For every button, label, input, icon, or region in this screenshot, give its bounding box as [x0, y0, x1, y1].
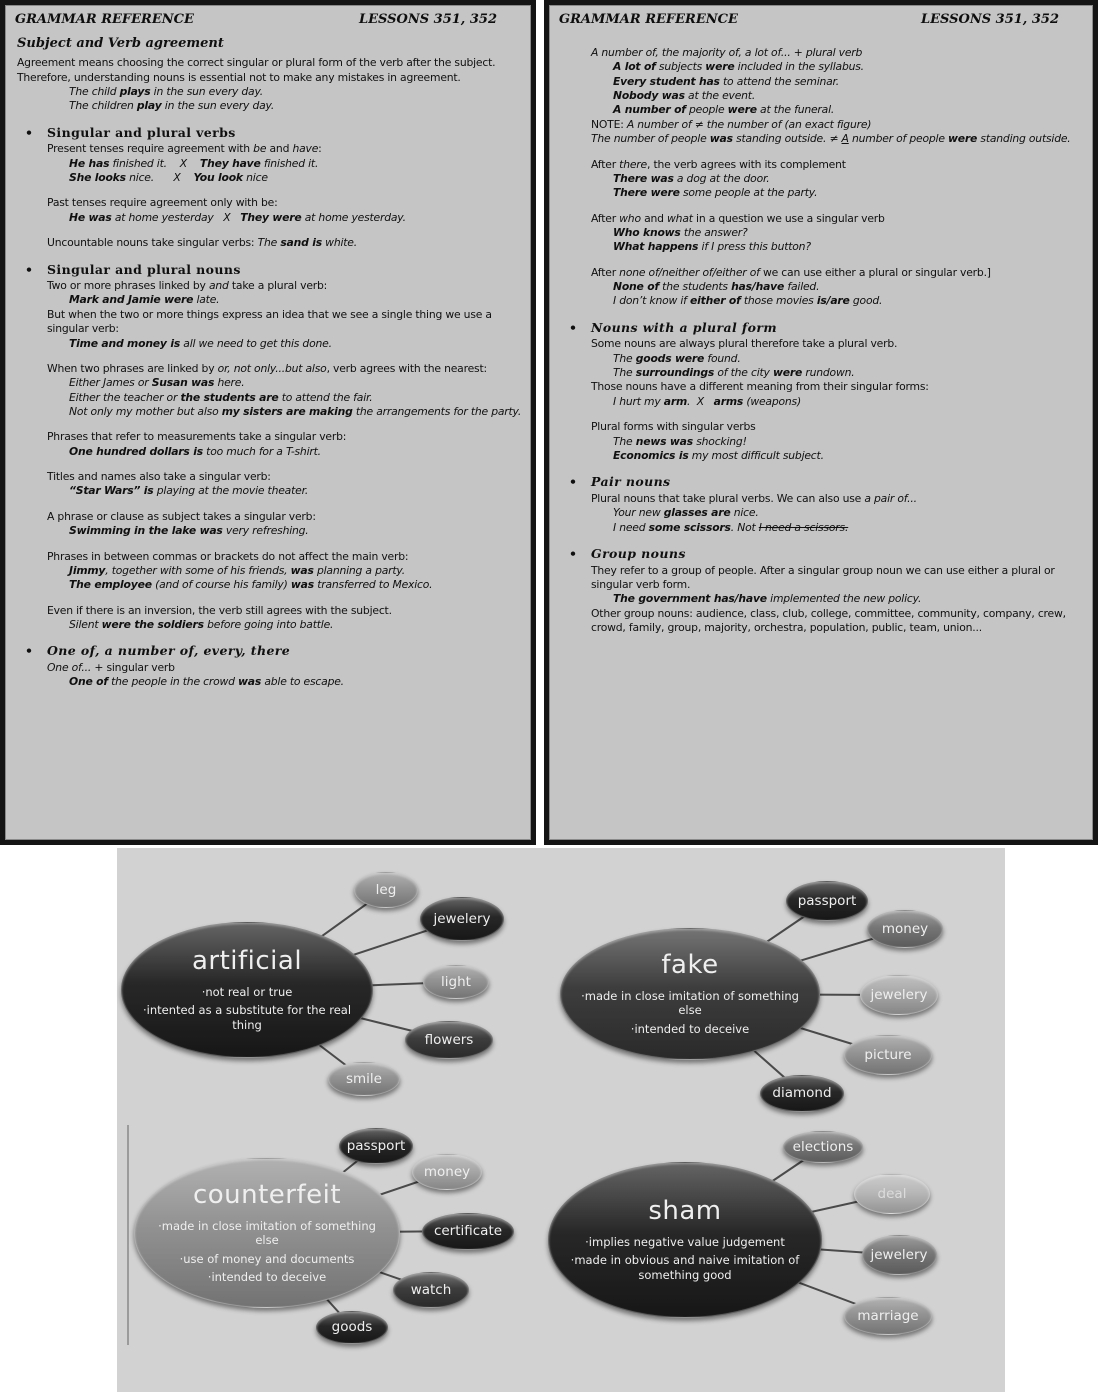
text-line: The child plays in the sun every day. — [69, 85, 264, 98]
text-line: Other group nouns: audience, class, club, college, committee, community, company, crew, crowd, family, group, majority, orchestra, population, public, team, union... — [591, 606, 1066, 635]
spacer — [13, 539, 523, 550]
text-line: The children play in the sun every day. — [69, 99, 275, 113]
text-line: Plural forms with singular verbs — [591, 420, 756, 434]
term-bubble-diamond — [760, 1075, 844, 1112]
text-line: There were some people at the party. — [613, 186, 818, 200]
spacer — [557, 463, 1085, 474]
term-label: certificate — [433, 1223, 503, 1239]
text-line: One of the people in the crowd was able to escape. — [69, 675, 344, 689]
text-line: I don’t know if either of those movies is/are good. — [613, 294, 883, 308]
term-label: smile — [346, 1071, 382, 1087]
text-line: Phrases in between commas or brackets do not affect the main verb: — [47, 549, 409, 563]
text-line: A phrase or clause as subject takes a singular verb: — [47, 509, 316, 523]
text-line: Uncountable nouns take singular verbs: The sand is white. — [47, 236, 357, 250]
text-line: After there, the verb agrees with its complement — [591, 157, 846, 171]
term-bubble-watch — [393, 1272, 469, 1308]
page-header — [557, 12, 1085, 35]
concept-title: counterfeit — [192, 1179, 342, 1210]
text-line: He has finished it. X They have finished it. — [69, 156, 319, 170]
spacer — [13, 225, 523, 236]
text-line: I need some scissors. Not I need a scissors. — [613, 520, 849, 534]
term-bubble-jewelery — [862, 1235, 937, 1275]
spacer — [13, 114, 523, 125]
text-line: What happens if I press this button? — [613, 240, 811, 254]
term-bubble-elections — [783, 1131, 863, 1163]
text-line: The government has/have implemented the new policy. — [613, 592, 922, 606]
section-heading: • One of, a number of, every, there — [13, 643, 523, 660]
text-line: He was at home yesterday X They were at home yesterday. — [69, 210, 406, 224]
concept-definition: · use of money and documents — [180, 1252, 355, 1266]
term-bubble-money — [412, 1154, 482, 1190]
text-line: Swimming in the lake was very refreshing. — [69, 524, 309, 538]
term-label: light — [441, 974, 471, 990]
text-line: Present tenses require agreement with be and have: — [47, 142, 322, 156]
text-line: Either James or Susan was here. — [69, 376, 245, 390]
page-header — [13, 12, 523, 35]
spacer — [557, 309, 1085, 320]
spacer — [13, 351, 523, 362]
text-line: Two or more phrases linked by and take a plural verb: — [47, 279, 328, 293]
term-bubble-light — [423, 965, 489, 999]
term-label: goods — [331, 1319, 373, 1335]
concept-definition: · intended to deceive — [631, 1022, 749, 1036]
term-bubble-certificate — [422, 1213, 514, 1250]
text-line: I hurt my arm. X arms (weapons) — [613, 394, 801, 408]
grammar-page-left — [0, 0, 536, 845]
term-label: leg — [375, 882, 397, 898]
term-bubble-goods — [316, 1311, 388, 1344]
term-label: deal — [877, 1186, 907, 1202]
text-line: Either the teacher or the students are to attend the fair. — [69, 390, 373, 404]
text-line: None of the students has/have failed. — [613, 280, 820, 294]
text-line: Plural nouns that take plural verbs. We can also use a pair of... — [591, 491, 917, 505]
term-label: jewelery — [433, 911, 491, 927]
concept-definition: · made in close imitation of something else — [155, 1219, 379, 1248]
spacer — [13, 459, 523, 470]
term-bubble-passport — [786, 881, 868, 921]
term-label: passport — [346, 1138, 406, 1154]
concept-definition: · intended to deceive — [208, 1270, 326, 1284]
spacer — [557, 35, 1085, 46]
text-line: The news was shocking! — [613, 434, 747, 448]
text-line: Every student has to attend the seminar. — [613, 74, 840, 88]
text-line: She looks nice. X You look nice — [69, 171, 268, 185]
term-label: jewelery — [870, 987, 928, 1003]
text-line: There was a dog at the door. — [613, 171, 770, 185]
term-label: diamond — [772, 1085, 832, 1101]
lesson-number: LESSONS 351, 352 — [359, 12, 497, 27]
spacer — [557, 409, 1085, 420]
term-label: jewelery — [870, 1247, 928, 1263]
text-line: Agreement means choosing the correct singular or plural form of the verb after the subject. Therefore, understanding nouns is essential not to make any mistakes in agreement. — [17, 56, 496, 84]
text-line: They refer to a group of people. After a singular group noun we can use either a plural or singular verb form. — [591, 563, 1055, 591]
text-line: Your new glasses are nice. — [613, 506, 759, 520]
text-line: The number of people was standing outside. ≠ A number of people were standing outside. — [591, 132, 1071, 146]
text-line: Economics is my most difficult subject. — [613, 448, 824, 462]
text-line: One of... + singular verb — [47, 660, 175, 674]
lesson-number: LESSONS 351, 352 — [921, 12, 1059, 27]
text-line: The goods were found. — [613, 351, 741, 365]
text-line: A number of, the majority of, a lot of... + plural verb — [591, 46, 863, 59]
term-bubble-jewelery — [860, 975, 938, 1015]
diagram-left-rule — [127, 1125, 129, 1345]
page-title: GRAMMAR REFERENCE — [15, 12, 194, 27]
text-line: A number of people were at the funeral. — [613, 103, 835, 117]
concept-bubble-sham — [548, 1162, 822, 1318]
page-title: GRAMMAR REFERENCE — [559, 12, 738, 27]
concept-bubble-counterfeit — [134, 1158, 400, 1308]
text-line: Some nouns are always plural therefore take a plural verb. — [591, 337, 898, 351]
text-line: After none of/neither of/either of we can use either a plural or singular verb.] — [591, 265, 991, 279]
text-line: NOTE: A number of ≠ the number of (an exact figure) — [591, 117, 872, 131]
grammar-page-right — [544, 0, 1098, 845]
section-heading: • Singular and plural verbs — [13, 125, 523, 142]
text-line: The surroundings of the city were rundown. — [613, 366, 855, 380]
text-line: When two phrases are linked by or, not only...but also, verb agrees with the nearest: — [47, 361, 487, 375]
term-bubble-leg — [354, 872, 418, 908]
spacer — [13, 185, 523, 196]
concept-bubble-fake — [560, 928, 820, 1060]
term-label: elections — [792, 1139, 854, 1155]
term-bubble-passport — [339, 1128, 413, 1164]
concept-definition: · implies negative value judgement — [585, 1235, 785, 1249]
text-line: Titles and names also take a singular verb: — [47, 470, 271, 484]
term-bubble-jewelery — [420, 897, 504, 941]
term-bubble-flowers — [405, 1021, 493, 1059]
mind-map-diagram — [117, 848, 1005, 1392]
term-bubble-money — [867, 910, 943, 948]
spacer — [557, 255, 1085, 266]
term-label: watch — [410, 1282, 452, 1298]
spacer — [13, 251, 523, 262]
page-body — [557, 35, 1085, 635]
spacer — [557, 201, 1085, 212]
term-label: picture — [864, 1047, 912, 1063]
text-line: Nobody was at the event. — [613, 89, 756, 103]
term-label: money — [881, 921, 929, 937]
concept-definition: · not real or true — [202, 985, 293, 999]
text-line: Not only my mother but also my sisters are making the arrangements for the party. — [69, 405, 522, 418]
text-line: Those nouns have a different meaning from their singular forms: — [591, 380, 929, 394]
concept-title: sham — [648, 1195, 722, 1226]
spacer — [13, 632, 523, 643]
term-bubble-deal — [854, 1174, 930, 1214]
text-line: The employee (and of course his family) was transferred to Mexico. — [69, 578, 433, 592]
spacer — [13, 419, 523, 430]
concept-title: artificial — [191, 945, 303, 976]
spacer — [557, 535, 1085, 546]
text-line: Silent were the soldiers before going into battle. — [69, 617, 334, 631]
text-line: Who knows the answer? — [613, 225, 748, 239]
text-line: Past tenses require agreement only with be: — [47, 196, 278, 210]
concept-bubble-artificial — [121, 922, 373, 1058]
section-heading: • Pair nouns — [557, 474, 1085, 491]
text-line: Time and money is all we need to get this done. — [69, 336, 332, 350]
term-bubble-smile — [328, 1062, 400, 1096]
term-label: flowers — [424, 1032, 474, 1048]
term-label: passport — [797, 893, 857, 909]
concept-title: fake — [661, 949, 719, 980]
text-line: Mark and Jamie were late. — [69, 293, 220, 307]
text-line: “Star Wars” is playing at the movie theater. — [69, 484, 309, 498]
text-line: After who and what in a question we use a singular verb — [591, 211, 885, 225]
section-heading: • Singular and plural nouns — [13, 262, 523, 279]
text-line: Jimmy, together with some of his friends, was planning a party. — [69, 563, 406, 577]
text-line: Even if there is an inversion, the verb still agrees with the subject. — [47, 603, 392, 617]
text-line: But when the two or more things express an idea that we see a single thing we use a singular verb: — [47, 307, 492, 336]
spacer — [557, 147, 1085, 158]
spacer — [13, 499, 523, 510]
page-body — [13, 35, 523, 690]
section-heading: • Group nouns — [557, 546, 1085, 563]
section-heading: • Nouns with a plural form — [557, 320, 1085, 337]
term-bubble-marriage — [844, 1297, 932, 1335]
concept-definition: · made in obvious and naive imitation of something good — [569, 1253, 801, 1282]
concept-definition: · intented as a substitute for the real thing — [142, 1003, 352, 1032]
term-label: money — [423, 1164, 471, 1180]
text-line: A lot of subjects were included in the syllabus. — [613, 60, 864, 74]
text-line: One hundred dollars is too much for a T-shirt. — [69, 444, 321, 458]
term-bubble-picture — [844, 1035, 932, 1075]
spacer — [13, 593, 523, 604]
term-label: marriage — [857, 1308, 919, 1324]
section-title: Subject and Verb agreement — [17, 36, 224, 51]
text-line: Phrases that refer to measurements take a singular verb: — [47, 430, 347, 444]
concept-definition: · made in close imitation of something else — [581, 989, 799, 1018]
